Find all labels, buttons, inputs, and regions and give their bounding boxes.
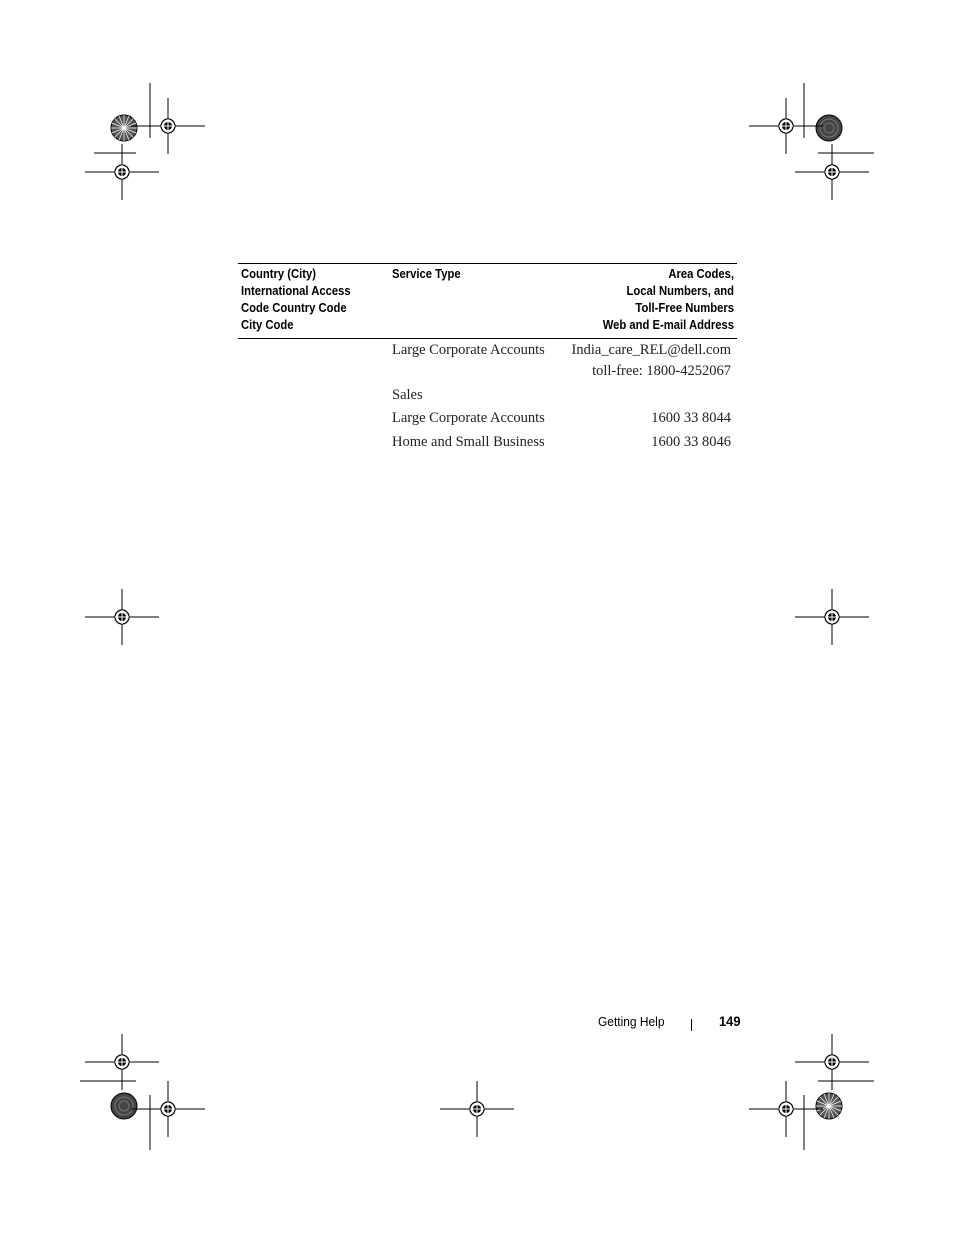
contact-cell: toll-free: 1800-4252067 xyxy=(592,363,731,379)
contact-cell: 1600 33 8044 xyxy=(651,410,731,426)
service-cell: Large Corporate Accounts xyxy=(392,410,545,426)
footer-separator xyxy=(691,1019,692,1031)
header-service-line: Service Type xyxy=(392,267,461,281)
header-service-type xyxy=(392,266,527,283)
contact-email-link[interactable]: India_care_REL@dell.com xyxy=(571,342,731,358)
service-cell: Sales xyxy=(392,387,423,403)
header-country-line: Code Country Code xyxy=(241,301,347,315)
header-country-line: International Access xyxy=(241,284,351,298)
header-numbers-line: Web and E-mail Address xyxy=(602,318,734,332)
header-numbers xyxy=(536,266,734,334)
page-number: 149 xyxy=(719,1013,741,1029)
header-country-line: City Code xyxy=(241,318,294,332)
header-numbers-line: Area Codes, xyxy=(668,267,734,281)
header-numbers-line: Local Numbers, and xyxy=(626,284,734,298)
header-country-line: Country (City) xyxy=(241,267,316,281)
service-cell: Large Corporate Accounts xyxy=(392,342,545,358)
contact-cell: 1600 33 8046 xyxy=(651,434,731,450)
service-cell: Home and Small Business xyxy=(392,434,545,450)
header-country xyxy=(241,266,367,334)
table-top-rule xyxy=(238,263,737,264)
table-header-rule xyxy=(238,338,737,339)
footer-section-title: Getting Help xyxy=(598,1014,665,1029)
header-numbers-line: Toll-Free Numbers xyxy=(635,301,734,315)
